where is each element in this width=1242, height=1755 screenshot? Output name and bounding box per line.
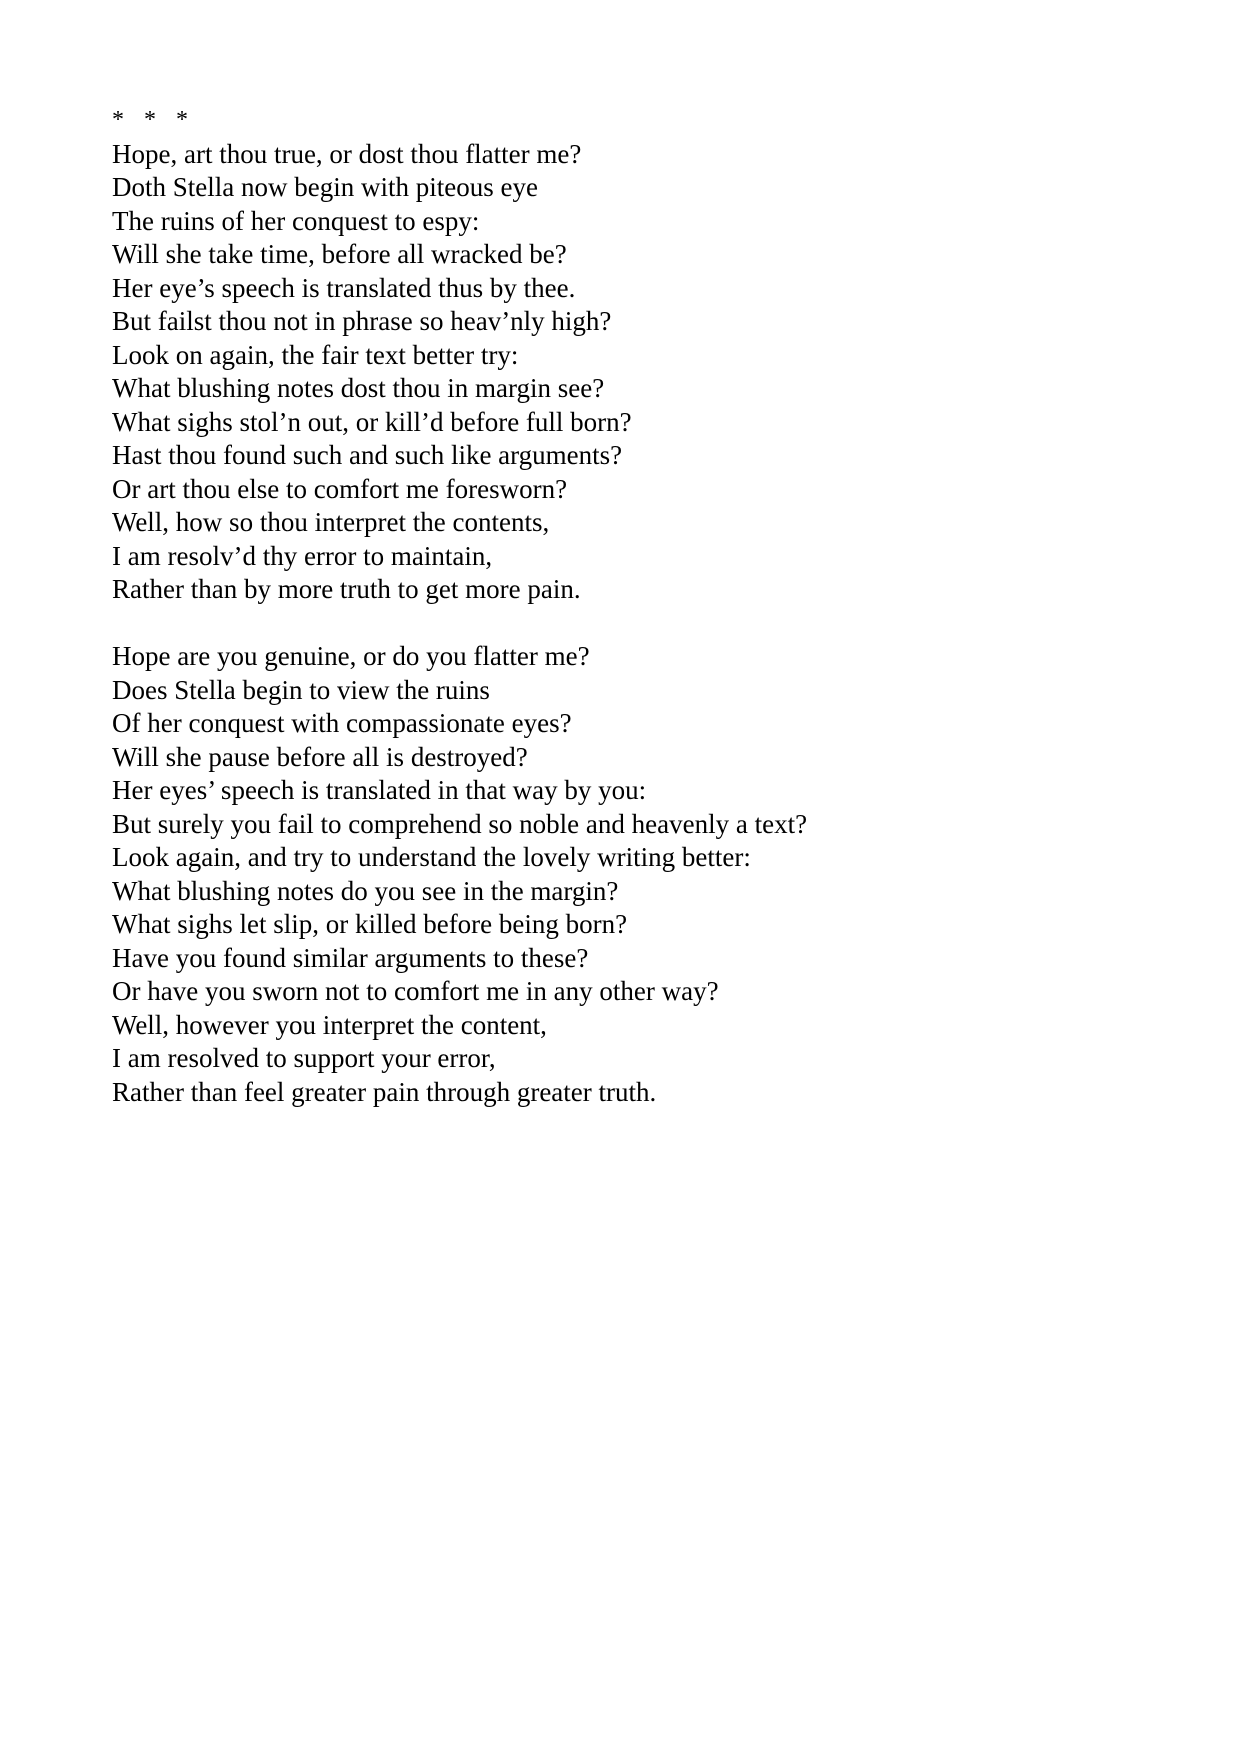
poem-line: Will she take time, before all wracked be? xyxy=(112,239,567,269)
section-separator: * * * xyxy=(112,107,188,133)
document-page xyxy=(112,104,1152,1109)
translation-line: Rather than feel greater pain through greater truth. xyxy=(112,1076,657,1107)
poem-line: Or art thou else to comfort me foresworn? xyxy=(112,473,568,504)
poem-line: What blushing notes dost thou in margin see? xyxy=(112,373,605,403)
poem-line: Hope, art thou true, or dost thou flatter me? xyxy=(112,138,582,169)
translation-line: Have you found similar arguments to these? xyxy=(112,942,589,973)
poem-line: Look on again, the fair text better try: xyxy=(112,339,519,370)
poem-line: What sighs stol’n out, or kill’d before full born? xyxy=(112,406,632,437)
poem-line: Her eye’s speech is translated thus by thee. xyxy=(112,272,576,303)
poem-line: Doth Stella now begin with piteous eye xyxy=(112,172,538,202)
translation-line: But surely you fail to comprehend so noble and heavenly a text? xyxy=(112,808,808,839)
poem-line: But failst thou not in phrase so heav’nly high? xyxy=(112,306,612,336)
translation-line: Of her conquest with compassionate eyes? xyxy=(112,708,572,738)
translation-poem xyxy=(112,640,1152,1109)
translation-line: I am resolved to support your error, xyxy=(112,1043,496,1073)
translation-line: Or have you sworn not to comfort me in any other way? xyxy=(112,976,719,1006)
poem-line: I am resolv’d thy error to maintain, xyxy=(112,540,493,571)
translation-line: Will she pause before all is destroyed? xyxy=(112,741,528,772)
poem-line: The ruins of her conquest to espy: xyxy=(112,205,480,236)
translation-line: What blushing notes do you see in the margin? xyxy=(112,875,619,906)
poem-line: Well, how so thou interpret the contents, xyxy=(112,507,550,537)
translation-line: Well, however you interpret the content, xyxy=(112,1009,547,1040)
translation-line: Her eyes’ speech is translated in that way by you: xyxy=(112,775,647,805)
original-poem xyxy=(112,138,1152,607)
poem-line: Hast thou found such and such like arguments? xyxy=(112,440,623,470)
translation-line: What sighs let slip, or killed before being born? xyxy=(112,909,628,939)
translation-line: Hope are you genuine, or do you flatter me? xyxy=(112,641,590,671)
poem-line: Rather than by more truth to get more pain. xyxy=(112,574,581,604)
translation-line: Does Stella begin to view the ruins xyxy=(112,674,490,705)
translation-line: Look again, and try to understand the lovely writing better: xyxy=(112,842,751,872)
